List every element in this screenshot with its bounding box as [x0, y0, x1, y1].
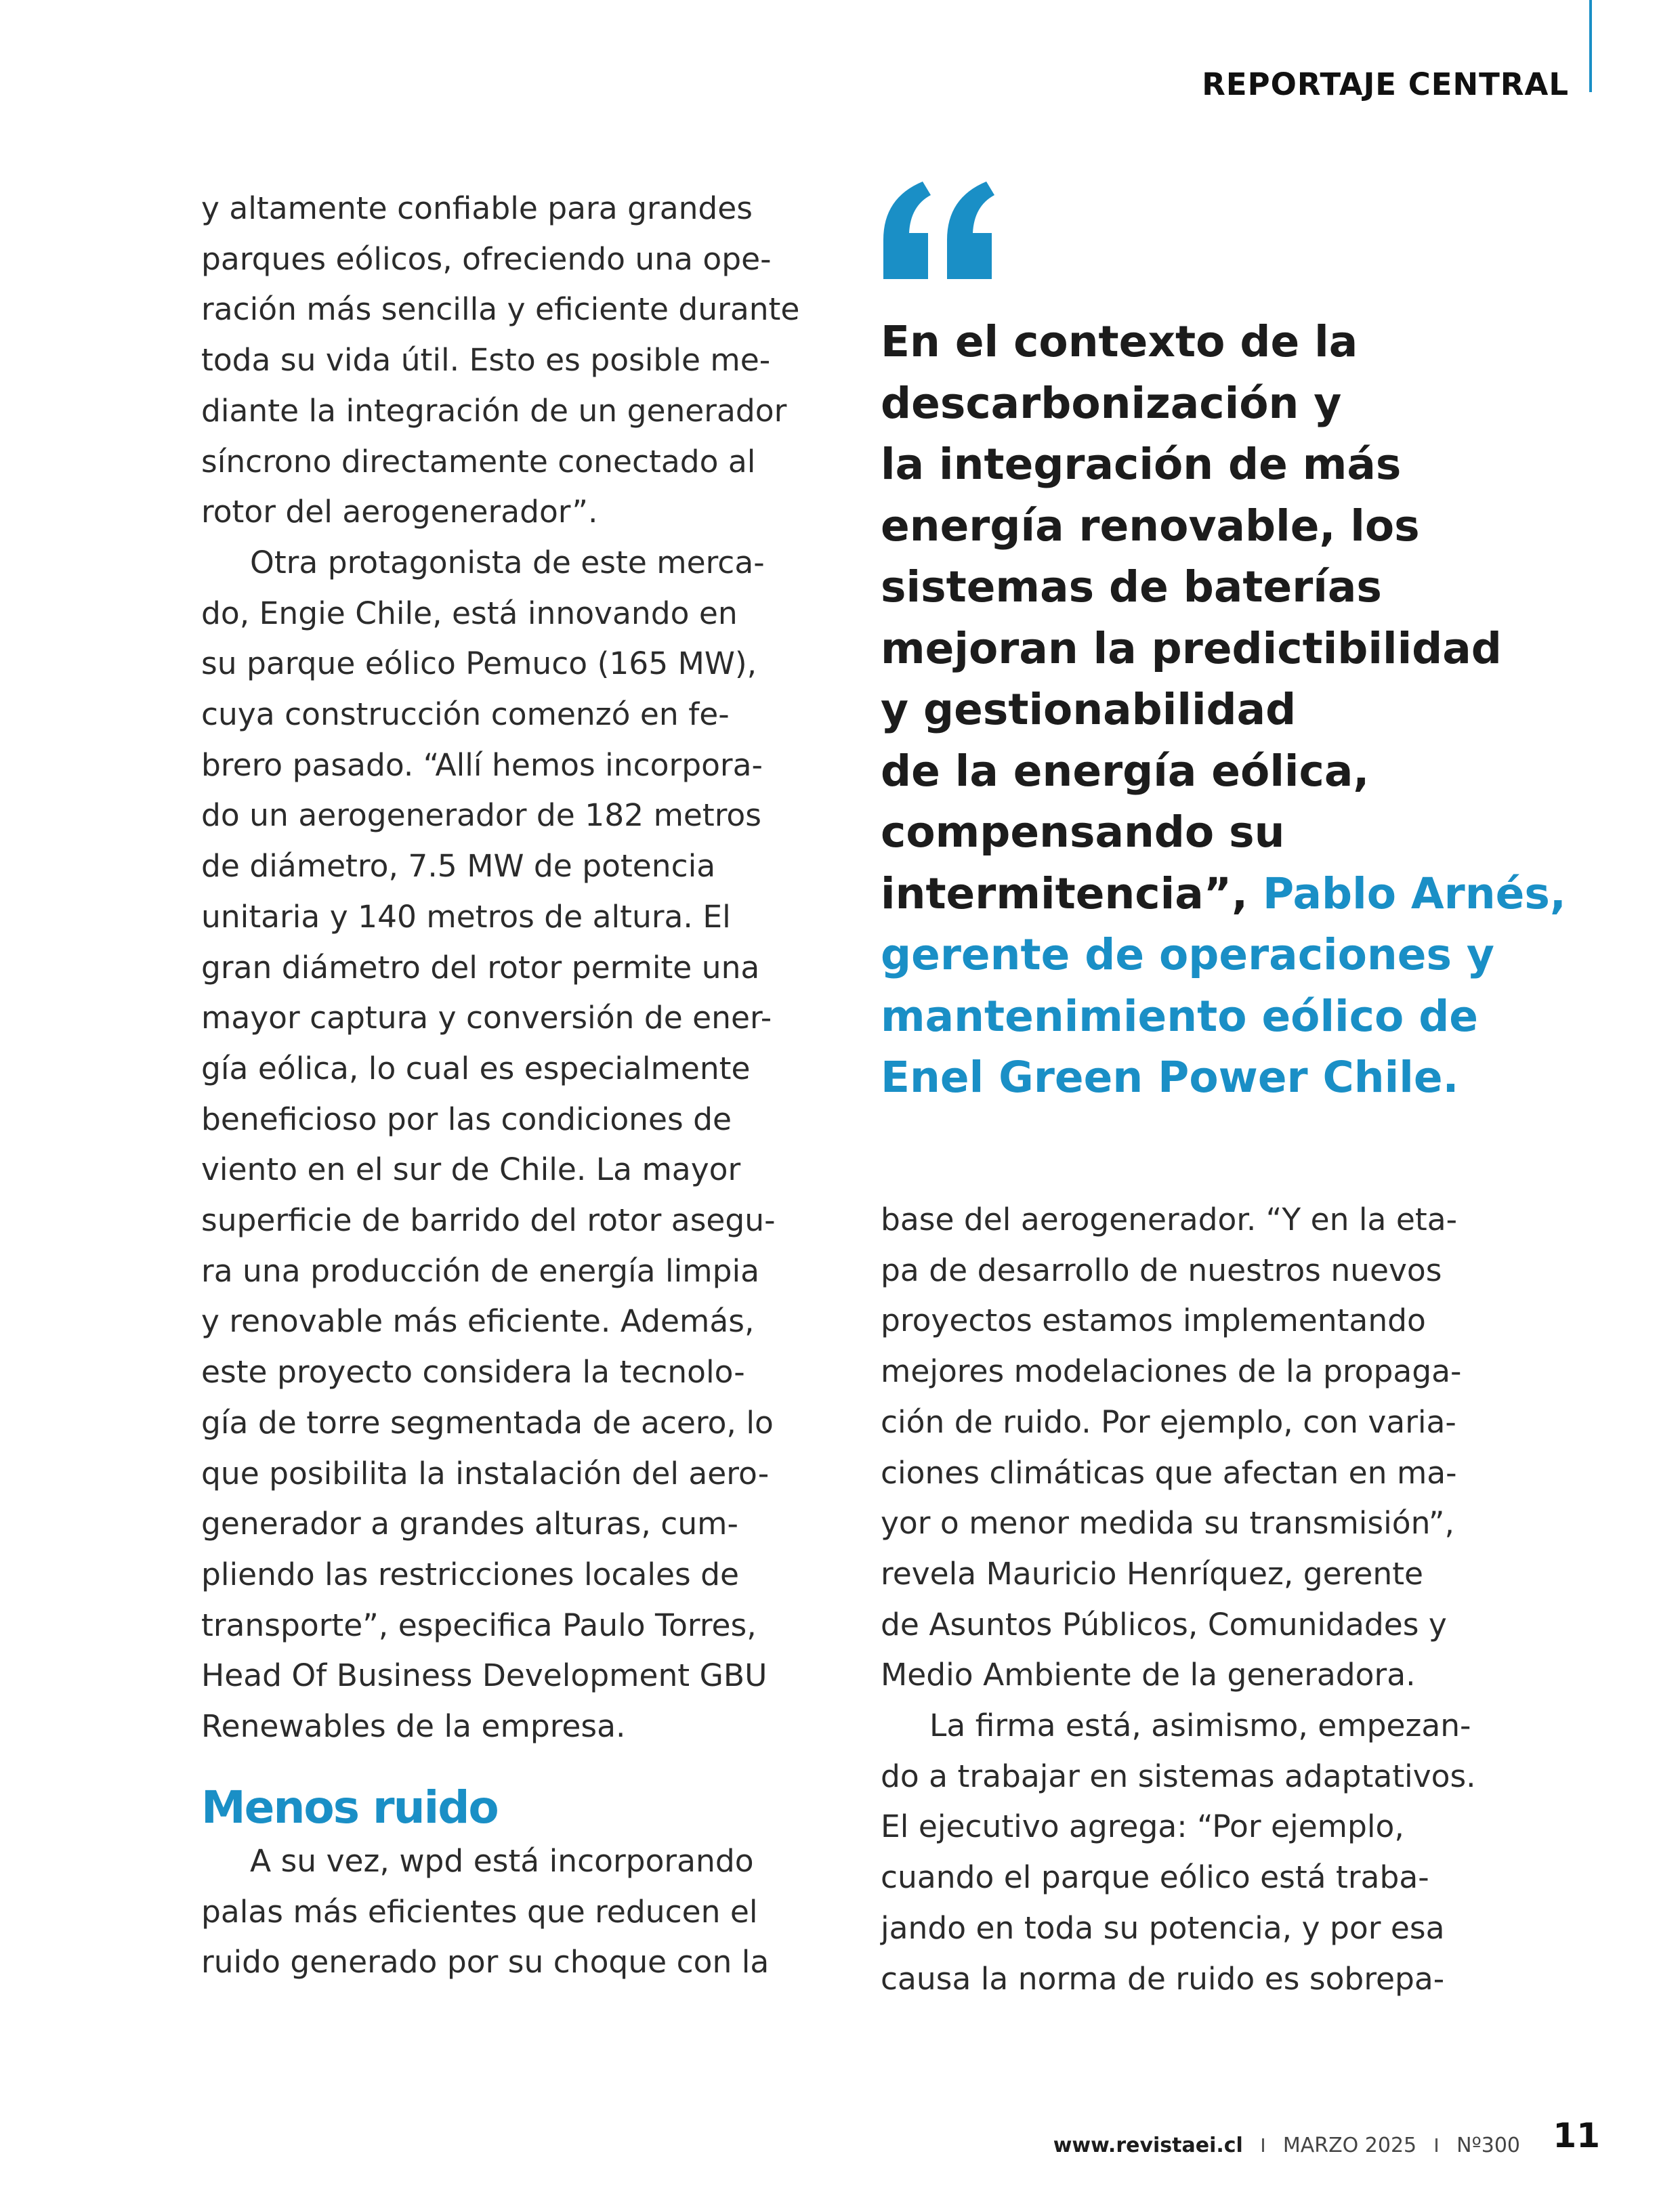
- text-line: La firma está, asimismo, empezan-: [929, 1708, 1471, 1744]
- text-line: cuya construcción comenzó en fe-: [201, 696, 730, 733]
- right-column: [881, 1195, 1517, 2004]
- text-line: y gestionabilidad: [881, 685, 1297, 734]
- text-line: gía eólica, lo cual es especialmente: [201, 1050, 751, 1086]
- text-line: toda su vida útil. Esto es posible me-: [201, 342, 771, 379]
- text-line: parques eólicos, ofreciendo una ope-: [201, 240, 772, 277]
- left-column-body: [201, 184, 831, 1752]
- text-line: generador a grandes alturas, cum-: [201, 1506, 738, 1542]
- text-line: rotor del aerogenerador”.: [201, 494, 598, 530]
- text-line: ra una producción de energía limpia: [201, 1252, 759, 1289]
- text-line: ración más sencilla y eficiente durante: [201, 291, 800, 328]
- text-line: yor o menor medida su transmisión”,: [881, 1505, 1454, 1542]
- pull-quote: [881, 312, 1566, 1109]
- text-line: compensando su: [881, 807, 1285, 857]
- subheading: Menos ruido: [201, 1781, 498, 1834]
- footer-issue: Nº300: [1456, 2133, 1520, 2157]
- text-line: de Asuntos Públicos, Comunidades y: [881, 1606, 1447, 1643]
- text-line: En el contexto de la: [881, 317, 1358, 366]
- text-line: de la energía eólica,: [881, 746, 1370, 796]
- text-line: la integración de más: [881, 440, 1402, 489]
- text-line: energía renovable, los: [881, 501, 1420, 551]
- text-line: El ejecutivo agrega: “Por ejemplo,: [881, 1808, 1404, 1845]
- text-line: superficie de barrido del rotor asegu-: [201, 1202, 776, 1239]
- text-line: y altamente confiable para grandes: [201, 190, 753, 226]
- text-line: ciones climáticas que afectan en ma-: [881, 1454, 1457, 1491]
- text-line: A su vez, wpd está incorporando: [250, 1842, 754, 1879]
- section-accent-rule: [1589, 0, 1592, 92]
- pull-quote-final-line: [881, 864, 1566, 925]
- text-line: gía de torre segmentada de acero, lo: [201, 1404, 774, 1441]
- text-line: diante la integración de un generador: [201, 392, 787, 429]
- right-column-body: [881, 1195, 1517, 2004]
- text-line: gerente de operaciones y: [881, 930, 1494, 979]
- footer: [1053, 2125, 1520, 2165]
- left-column: [201, 184, 831, 1988]
- text-line: descarbonización y: [881, 378, 1342, 428]
- footer-separator: [1262, 2138, 1264, 2152]
- text-line: mejoran la predictibilidad: [881, 623, 1502, 673]
- text-line: unitaria y 140 metros de altura. El: [201, 898, 731, 935]
- text-line: de diámetro, 7.5 MW de potencia: [201, 848, 716, 885]
- text-line: que posibilita la instalación del aero-: [201, 1455, 770, 1492]
- text-line: su parque eólico Pemuco (165 MW),: [201, 646, 757, 682]
- pull-quote-attribution: [881, 925, 1558, 1109]
- text-line: do, Engie Chile, está innovando en: [201, 595, 738, 631]
- text-line: pa de desarrollo de nuestros nuevos: [881, 1252, 1442, 1288]
- text-line: este proyecto considera la tecnolo-: [201, 1354, 745, 1391]
- text-line: Enel Green Power Chile.: [881, 1053, 1459, 1102]
- text-line: transporte”, especifica Paulo Torres,: [201, 1607, 757, 1643]
- section-label: REPORTAJE CENTRAL: [1202, 66, 1569, 102]
- text-line: ruido generado por su choque con la: [201, 1944, 770, 1981]
- text-line: revela Mauricio Henríquez, gerente: [881, 1555, 1424, 1592]
- quote-mark-icon: [881, 177, 997, 286]
- footer-date: MARZO 2025: [1282, 2133, 1417, 2157]
- text-line: beneficioso por las condiciones de: [201, 1101, 732, 1137]
- pull-quote-text: [881, 312, 1558, 864]
- text-line: do a trabajar en sistemas adaptativos.: [881, 1758, 1476, 1794]
- text-line: mejores modelaciones de la propaga-: [881, 1353, 1462, 1390]
- text-line: proyectos estamos implementando: [881, 1303, 1426, 1339]
- text-line: Renewables de la empresa.: [201, 1708, 626, 1745]
- text-line: palas más eficientes que reducen el: [201, 1893, 758, 1930]
- text-line: cuando el parque eólico está traba-: [881, 1859, 1429, 1896]
- pull-quote-attribution-name: Pablo Arnés,: [1248, 868, 1566, 918]
- text-line: gran diámetro del rotor permite una: [201, 949, 760, 986]
- text-line: base del aerogenerador. “Y en la eta-: [881, 1202, 1458, 1238]
- pull-quote-last-words: intermitencia”,: [881, 868, 1248, 918]
- text-line: viento en el sur de Chile. La mayor: [201, 1151, 741, 1188]
- left-column-after-subheading: [201, 1836, 831, 1988]
- page-number: 11: [1553, 2116, 1600, 2155]
- text-line: sistemas de baterías: [881, 562, 1382, 612]
- text-line: mantenimiento eólico de: [881, 991, 1479, 1041]
- text-line: jando en toda su potencia, y por esa: [881, 1909, 1445, 1946]
- text-line: mayor captura y conversión de ener-: [201, 1000, 772, 1036]
- text-line: Otra protagonista de este merca-: [250, 544, 765, 580]
- text-line: ción de ruido. Por ejemplo, con varia-: [881, 1403, 1456, 1440]
- footer-separator: [1435, 2138, 1437, 2152]
- text-line: Head Of Business Development GBU: [201, 1657, 768, 1694]
- text-line: y renovable más eficiente. Además,: [201, 1303, 755, 1340]
- footer-website-link[interactable]: www.revistaei.cl: [1053, 2133, 1243, 2157]
- text-line: do un aerogenerador de 182 metros: [201, 797, 761, 834]
- text-line: causa la norma de ruido es sobrepa-: [881, 1960, 1445, 1997]
- text-line: brero pasado. “Allí hemos incorpora-: [201, 746, 763, 783]
- text-line: Medio Ambiente de la generadora.: [881, 1657, 1416, 1693]
- text-line: síncrono directamente conectado al: [201, 443, 756, 480]
- text-line: pliendo las restricciones locales de: [201, 1556, 740, 1592]
